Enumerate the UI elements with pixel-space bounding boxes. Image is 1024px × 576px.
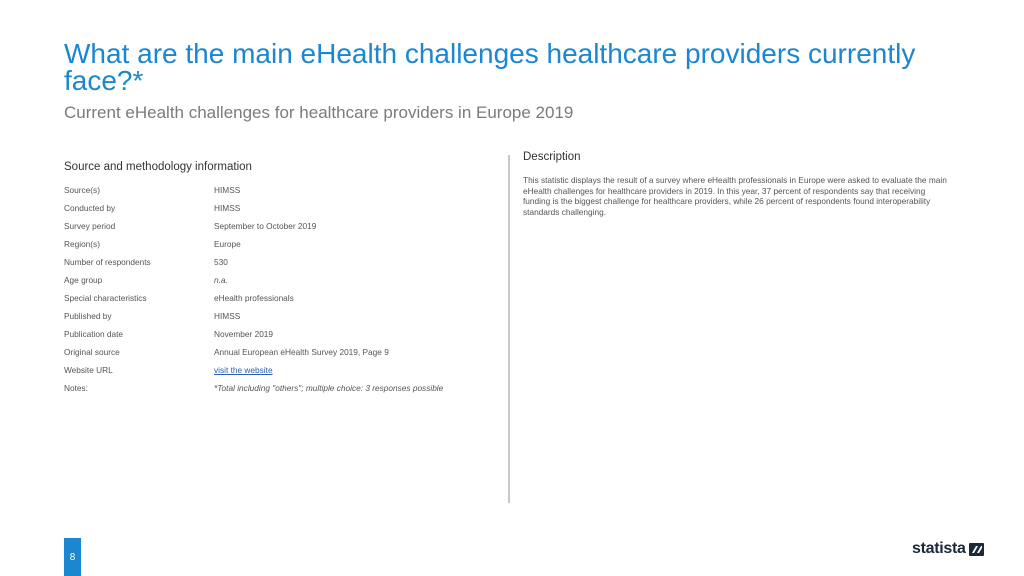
info-value: Europe <box>214 239 241 249</box>
info-key: Conducted by <box>64 203 116 213</box>
info-row-age-group <box>64 271 484 289</box>
visit-website-link[interactable]: visit the website <box>214 365 273 375</box>
info-row-regions <box>64 235 484 253</box>
info-value <box>214 365 484 375</box>
page-number: 8 <box>69 551 76 563</box>
info-key: Age group <box>64 275 103 285</box>
info-key: Special characteristics <box>64 293 147 303</box>
info-row-conducted-by <box>64 199 484 217</box>
info-value: HIMSS <box>214 185 241 195</box>
info-value: September to October 2019 <box>214 221 317 231</box>
info-row-original-source <box>64 343 484 361</box>
info-row-respondents <box>64 253 484 271</box>
info-value: HIMSS <box>214 203 241 213</box>
page-title: What are the main eHealth challenges healthcare providers currently face?* <box>64 38 916 96</box>
info-value: *Total including "others"; multiple choice: 3 responses possible <box>214 383 444 393</box>
info-row-notes <box>64 379 484 397</box>
info-row-published-by <box>64 307 484 325</box>
info-value: 530 <box>214 257 228 267</box>
info-value: November 2019 <box>214 329 274 339</box>
info-row-sources <box>64 181 484 199</box>
description-text: This statistic displays the result of a survey where eHealth professionals in Europe were asked to evaluate the main eHealth challenges for healthcare providers in 2019. In this year, 37 percent of respondents say that receiving funding is the biggest challenge for healthcare providers, while 26 percent of respondents found interoperability standards challenging. <box>523 175 947 217</box>
info-row-survey-period <box>64 217 484 235</box>
info-key: Notes: <box>64 383 88 393</box>
info-key: Survey period <box>64 221 116 231</box>
page-number-badge <box>64 538 81 576</box>
info-value: HIMSS <box>214 311 241 321</box>
info-key: Publication date <box>64 329 124 339</box>
description-title: Description <box>523 151 581 163</box>
logo-text: statista <box>912 540 966 557</box>
info-key: Region(s) <box>64 239 100 249</box>
page-subtitle: Current eHealth challenges for healthcare providers in Europe 2019 <box>64 103 574 122</box>
info-value: n.a. <box>214 275 228 285</box>
source-info-table <box>64 181 484 397</box>
info-value: eHealth professionals <box>214 293 294 303</box>
info-value: Annual European eHealth Survey 2019, Page 9 <box>214 347 389 357</box>
info-key: Original source <box>64 347 120 357</box>
statista-logo-icon <box>969 543 984 556</box>
column-divider <box>508 155 510 503</box>
info-key: Website URL <box>64 365 113 375</box>
info-row-publication-date <box>64 325 484 343</box>
info-key: Source(s) <box>64 185 100 195</box>
statista-logo <box>912 539 984 559</box>
info-row-special-characteristics <box>64 289 484 307</box>
info-key: Published by <box>64 311 112 321</box>
source-section-title: Source and methodology information <box>64 161 252 173</box>
info-row-website-url <box>64 361 484 379</box>
info-key: Number of respondents <box>64 257 151 267</box>
